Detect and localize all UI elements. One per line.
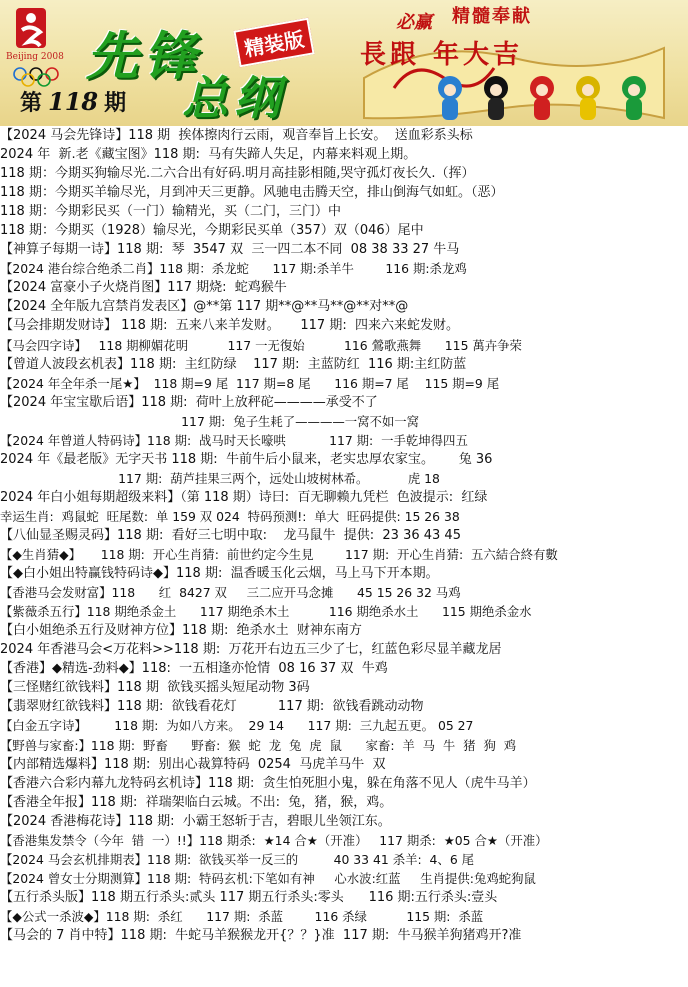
text-line: 118 期：今期彩民买（一门）输精光，买（二门，三门）中 — [0, 204, 341, 220]
text-line: 【2024 香港梅花诗】118 期: 小霸王怒斩于吉，碧眼儿坐领江东。 — [0, 813, 391, 829]
banner-motto: 長跟 年大吉 — [360, 40, 524, 70]
text-line: 【香港马会发财富】118 红 8427 双 三二应开马念摊 45 15 26 32 马鸡 — [0, 585, 461, 601]
text-line: 【◆生肖猜◆】 118 期: 开心生肖猜: 前世约定今生見 117 期: 开心生肖猜: 五六結合終有數 — [0, 547, 558, 563]
text-line: 【野兽与家畜:】118 期: 野畜 野畜: 猴 蛇 龙 兔 虎 鼠 家畜: 羊 马 牛 猪 狗 鸡 — [0, 737, 517, 753]
text-line: 【2024 年全年杀一尾★】 118 期=9 尾 117 期=8 尾 116 期=7 尾 115 期=9 尾 — [0, 375, 500, 391]
text-line: 【神算子每期一诗】118 期: 琴 3547 双 三一四二本不同 08 38 33 27 牛马 — [0, 242, 460, 258]
text-line: 117 期: 兔子生耗了————一窝不如一窝 — [0, 413, 420, 429]
text-line: 【三怪赌红欲钱料】118 期 欲钱买摇头短尾动物 3码 — [0, 680, 310, 696]
issue-suffix: 期 — [104, 90, 127, 116]
text-line: 【2024 富豪小子火烧肖图】117 期烧: 蛇鸡猴牛 — [0, 280, 287, 296]
issue-prefix: 第 — [20, 90, 43, 116]
text-line: 【曾道人波段玄机表】118 期: 主红防绿 117 期: 主蓝防红 116 期:主红防蓝 — [0, 356, 467, 372]
text-line: 【2024 年宝宝歇后语】118 期: 荷叶上放秤砣————承受不了 — [0, 394, 378, 410]
text-line: 【翡翠财红欲钱料】118 期: 欲钱看花灯 117 期: 欲钱看跳动动物 — [0, 699, 424, 715]
text-line: 【2024 马会玄机排期表】118 期: 欲钱买举一反三的 40 33 41 杀羊: 4、6 尾 — [0, 851, 475, 867]
text-line: 118 期：今期买羊输尽光，月到冲天三更静。风驰电击腾天空，排山倒海气如虹。（恶） — [0, 185, 504, 201]
text-line: 【◆公式一杀波◆】118 期: 杀红 117 期: 杀蓝 116 杀绿 115 期: 杀蓝 — [0, 908, 484, 924]
text-line: 【香港六合彩内幕九龙特码玄机诗】118 期: 贪生怕死胆小鬼，躲在角落不见人（虎牛马羊） — [0, 775, 536, 791]
text-line: 2024 年白小姐每期超级来料】（第 118 期）诗曰: 百无聊赖九凭栏 色波提示: 红绿 — [0, 489, 488, 505]
text-line: 【马会四字诗】 118 期柳媚花明 117 一无復始 116 鶯歌燕舞 115 萬卉争荣 — [0, 337, 522, 353]
text-line: 【2024 曾女士分期测算】118 期: 特码玄机:下笔如有神 心水波:红蓝 生肖提供:兔鸡蛇狗鼠 — [0, 870, 536, 886]
text-line: 2024 年《最老版》无字天书 118 期: 牛前牛后小鼠来，老实忠厚农家宝。 兔 36 — [0, 451, 493, 467]
text-line: 幸运生肖: 鸡鼠蛇 旺尾数: 单 159 双 024 特码预测!: 单大 旺码提供: 15 26 38 — [0, 508, 460, 524]
text-line: 【八仙显圣赐灵码】118 期: 看好三七明中取: 龙马鼠牛 提供: 23 36 43 45 — [0, 527, 461, 543]
text-line: 【白小姐绝杀五行及财神方位】118 期: 绝杀水土 财神东南方 — [0, 623, 362, 639]
tagline-b: 精髓奉献 — [452, 6, 532, 27]
text-line: 【香港集发禁令（今年 错 一）!!】118 期杀: ★14 合★（开准） 117 期杀: ★05 合★（开准） — [0, 832, 548, 848]
text-line: 2024 年 新.老《藏宝图》118 期: 马有失蹄人失足，内幕来料观上期。 — [0, 147, 417, 163]
text-line: 【白金五字诗】 118 期: 为如八方来。 29 14 117 期: 三九起五更。 05 27 — [0, 718, 474, 734]
text-line: 【马会排期发财诗】 118 期: 五来八来羊发财。 117 期: 四来六来蛇发财。 — [0, 318, 459, 334]
text-line: 【2024 年曾道人特码诗】118 期: 战马时天长嚎哄 117 期: 一手乾坤得四五 — [0, 432, 468, 448]
prediction-text-body — [0, 126, 688, 945]
header-banner — [0, 0, 688, 126]
text-line: 【香港全年报】118 期: 祥瑞架临白云城。不出: 兔，猪，猴，鸡。 — [0, 794, 393, 810]
text-line: 【紫薇杀五行】118 期绝杀金土 117 期绝杀木土 116 期绝杀水土 115 期绝杀金水 — [0, 604, 532, 620]
text-line: 118 期：今期买狗输尽光.二六合出有好码.明月高挂影相随,哭守孤灯夜长久.（挥） — [0, 166, 475, 182]
text-line: 【内部精选爆料】118 期: 别出心裁算特码 0254 马虎羊马牛 双 — [0, 756, 386, 772]
banner-title-main: 先锋 — [86, 26, 203, 87]
issue-number — [20, 86, 126, 117]
text-line: 【2024 马会先锋诗】118 期 挨体擦肉行云雨，观音奉旨上长安。 送血彩系头标 — [0, 128, 473, 143]
issue-number-value: 118 — [48, 87, 99, 116]
text-line: 118 期：今期买（1928）输尽光，今期彩民买单（357）双（046）尾中 — [0, 223, 424, 239]
text-line: 117 期: 葫芦挂果三两个，远处山坡树林希。 虎 18 — [0, 470, 440, 486]
text-line: 【2024 全年版九宫禁肖发表区】@**第 117 期**@**马**@**对**@ — [0, 299, 409, 315]
text-line: 【◆白小姐出特赢钱特码诗◆】118 期: 温香暖玉化云烟，马上马下开本期。 — [0, 566, 439, 582]
text-line: 【2024 港台综合绝杀二肖】118 期：杀龙蛇 117 期:杀羊牛 116 期:杀龙鸡 — [0, 261, 467, 277]
banner-title-sub: 总纲 — [182, 71, 286, 125]
text-line: 2024 年香港马会<万花料>>118 期: 万花开右边五三少了七，红蓝色彩尽显羊藏龙居 — [0, 642, 502, 658]
text-line: 【香港】◆精选-劲料◆】118: 一五相逢亦怆情 08 16 37 双 牛鸡 — [0, 661, 388, 677]
text-line: 【五行杀头版】118 期五行杀头:贰头 117 期五行杀头:零头 116 期:五行杀头:壹头 — [0, 889, 498, 905]
tagline-a: 必赢 — [396, 12, 432, 33]
text-line: 【马会的 7 肖中特】118 期: 牛蛇马羊猴猴龙开{？？}准 117 期: 牛马猴羊狗猪鸡开?准 — [0, 927, 522, 943]
fuwa-mascots-icon — [430, 72, 680, 126]
deluxe-badge: 精装版 — [233, 18, 314, 68]
olympics-label: Beijing 2008 — [6, 52, 64, 62]
olympic-rings-icon — [12, 66, 60, 88]
